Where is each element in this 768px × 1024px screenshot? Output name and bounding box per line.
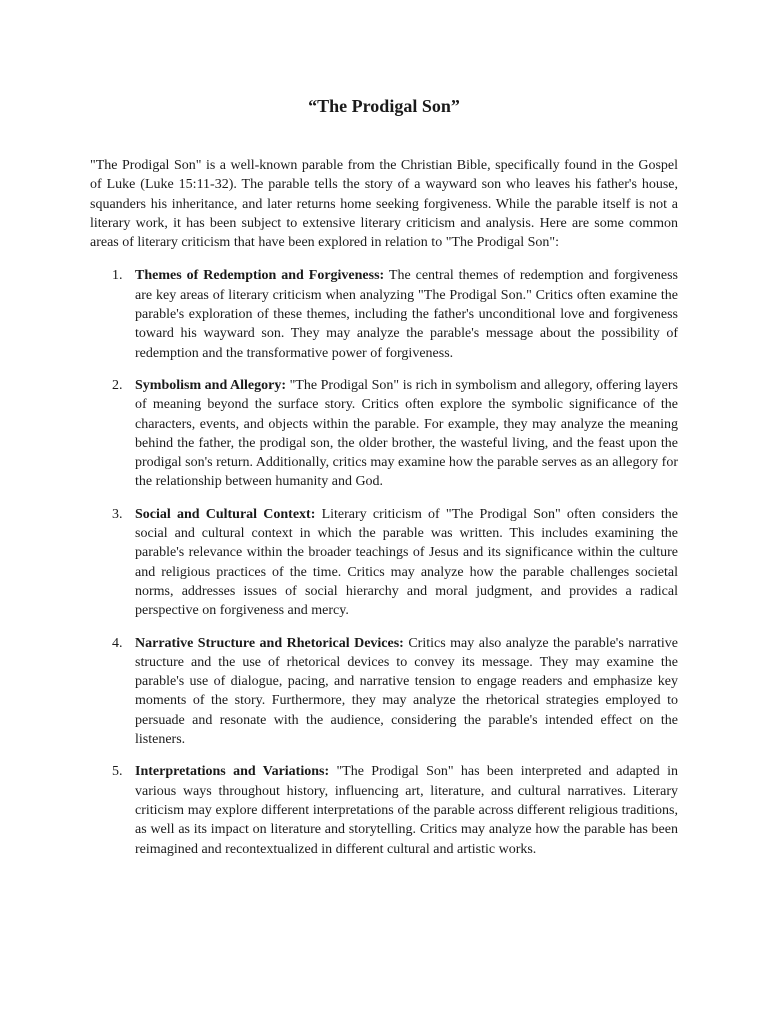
list-item	[90, 376, 678, 492]
list-item-text: The central themes of redemption and forgiveness are key areas of literary criticism when analyzing "The Prodigal Son." Critics often examine the parable's exploration of these themes, including the father's unconditional love and forgiveness toward his wayward son. They may analyze the parable's message about the possibility of redemption and the transformative power of forgiveness.	[135, 268, 679, 361]
list-item-heading: Narrative Structure and Rhetorical Devices:	[135, 635, 404, 651]
list-item-text: "The Prodigal Son" is rich in symbolism and allegory, offering layers of meaning beyond the surface story. Critics often explore the symbolic significance of the characters, events, and objects within the parable. For example, they may analyze the meaning behind the father, the prodigal son, the older brother, the wasteful living, and the feast upon the prodigal son's return. Additionally, critics may examine how the parable serves as an allegory for the relationship between humanity and God.	[135, 377, 679, 490]
page-title: “The Prodigal Son”	[308, 96, 460, 116]
list-item-number: 4.	[112, 635, 123, 651]
list-item	[90, 762, 678, 858]
list-item-heading: Themes of Redemption and Forgiveness:	[135, 268, 385, 284]
document-page	[90, 94, 678, 872]
list-item-heading: Interpretations and Variations:	[135, 764, 330, 780]
list-item-number: 5.	[112, 764, 123, 780]
list-item-number: 2.	[112, 377, 123, 393]
list-item-text: Critics may also analyze the parable's narrative structure and the use of rhetorical devices to convey its message. They may examine the parable's use of dialogue, pacing, and narrative tension to engage readers and emphasize key moments of the story. Furthermore, they may analyze the rhetorical strategies employed to persuade and resonate with the audience, considering the parable's intended effect on the listeners.	[135, 635, 679, 748]
list-item	[90, 505, 678, 621]
list-item	[90, 634, 678, 750]
list-item-text: "The Prodigal Son" has been interpreted and adapted in various ways throughout history, influencing art, literature, and cultural narratives. Literary criticism may explore different interpretations of the parable across different religious traditions, as well as its impact on literature and storytelling. Critics may analyze how the parable has been reimagined and recontextualized in different cultural and artistic works.	[135, 764, 678, 857]
list-item-number: 1.	[112, 268, 123, 284]
list-item	[90, 266, 678, 362]
criticism-list	[90, 266, 678, 858]
list-item-heading: Social and Cultural Context:	[135, 506, 316, 522]
list-item-number: 3.	[112, 506, 123, 522]
list-item-heading: Symbolism and Allegory:	[135, 377, 287, 393]
list-item-text: Literary criticism of "The Prodigal Son" often considers the social and cultural context in which the parable was written. This includes examining the parable's relevance within the broader teachings of Jesus and its significance within the culture and religious practices of the time. Critics may analyze how the parable challenges societal norms, addresses issues of social hierarchy and moral judgment, and provides a radical perspective on forgiveness and mercy.	[135, 506, 679, 619]
intro-paragraph: "The Prodigal Son" is a well-known parable from the Christian Bible, specifically found in the Gospel of Luke (Luke 15:11-32). The parable tells the story of a wayward son who leaves his father's house, squanders his inheritance, and later returns home seeking forgiveness. While the parable itself is not a literary work, it has been subject to extensive literary criticism and analysis. Here are some common areas of literary criticism that have been explored in relation to "The Prodigal Son":	[90, 158, 678, 251]
